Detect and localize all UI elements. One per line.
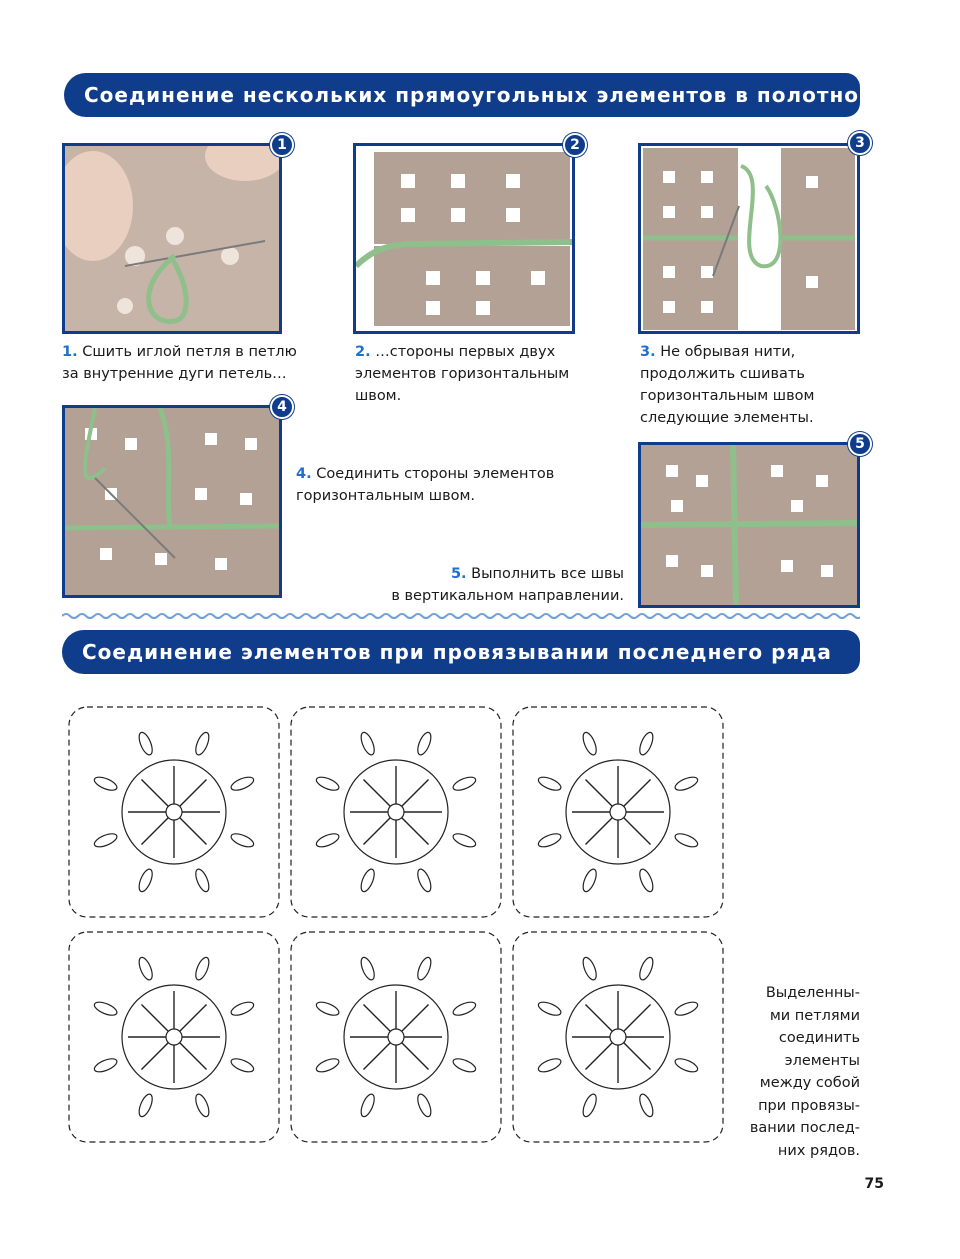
step-2-line-3: швом. bbox=[355, 388, 402, 404]
side-note-line-7: вании послед- bbox=[749, 1120, 860, 1136]
step-5-caption bbox=[360, 563, 624, 607]
crochet-motif bbox=[513, 707, 723, 917]
step-3-number: 3. bbox=[640, 344, 656, 360]
step-1-badge: 1 bbox=[270, 133, 294, 157]
step-1-line-2: за внутренние дуги петель… bbox=[62, 366, 287, 382]
side-note-line-6: при провязы- bbox=[758, 1097, 860, 1114]
side-note-line-5: между собой bbox=[759, 1075, 860, 1091]
step-5-line-1: Выполнить все швы bbox=[471, 566, 624, 582]
step-2-photo bbox=[353, 143, 575, 334]
step-5-badge: 5 bbox=[848, 432, 872, 456]
step-3-line-2: продолжить сшивать bbox=[640, 366, 805, 382]
step-4-badge: 4 bbox=[270, 395, 294, 419]
section-title-joining-rectangles bbox=[64, 73, 860, 117]
step-2-caption bbox=[355, 341, 569, 407]
step-3-badge: 3 bbox=[848, 131, 872, 155]
step-2-number: 2. bbox=[355, 344, 371, 360]
step-2-line-2: элементов горизонтальным bbox=[355, 366, 570, 382]
step-5-number: 5. bbox=[450, 566, 467, 582]
step-3-line-3: горизонтальным швом bbox=[640, 388, 815, 404]
step-4-photo bbox=[62, 405, 282, 598]
side-note-line-8: них рядов. bbox=[777, 1142, 860, 1159]
section-title-text: Соединение нескольких прямоугольных элементов в полотно bbox=[84, 83, 860, 107]
section-title-text: Соединение элементов при провязывании последнего ряда bbox=[82, 640, 832, 664]
section-title-joining-last-row bbox=[62, 630, 860, 674]
step-1-photo bbox=[62, 143, 282, 334]
crochet-motif bbox=[291, 707, 501, 917]
step-4-line-1: Соединить стороны элементов bbox=[316, 466, 555, 482]
crochet-motif bbox=[69, 932, 279, 1142]
side-note-line-2: ми петлями bbox=[769, 1007, 860, 1024]
step-5-line-2: в вертикальном направлении. bbox=[391, 588, 624, 604]
step-5-photo bbox=[638, 442, 860, 608]
step-3-caption bbox=[640, 341, 814, 429]
crochet-motif bbox=[69, 707, 279, 917]
wavy-divider bbox=[62, 612, 860, 620]
step-3-photo bbox=[638, 143, 860, 334]
crochet-motif bbox=[291, 932, 501, 1142]
step-2-line-1: …стороны первых двух bbox=[375, 344, 556, 360]
step-3-line-1: Не обрывая нити, bbox=[660, 344, 796, 360]
crochet-motif bbox=[513, 932, 723, 1142]
step-2-badge: 2 bbox=[563, 133, 587, 157]
step-4-line-2: горизонтальным швом. bbox=[296, 488, 476, 504]
step-1-line-1: Сшить иглой петля в петлю bbox=[82, 344, 297, 360]
step-4-caption bbox=[296, 463, 554, 507]
page-number: 75 bbox=[864, 1176, 884, 1192]
side-note bbox=[748, 982, 860, 1162]
step-3-line-4: следующие элементы. bbox=[640, 410, 814, 426]
side-note-line-4: элементы bbox=[784, 1052, 860, 1069]
step-4-number: 4. bbox=[296, 466, 312, 482]
step-1-caption bbox=[62, 341, 297, 385]
side-note-line-1: Выделенны- bbox=[765, 985, 860, 1001]
step-1-number: 1. bbox=[62, 344, 78, 360]
side-note-line-3: соединить bbox=[778, 1030, 860, 1046]
crochet-diagram bbox=[62, 700, 730, 1155]
